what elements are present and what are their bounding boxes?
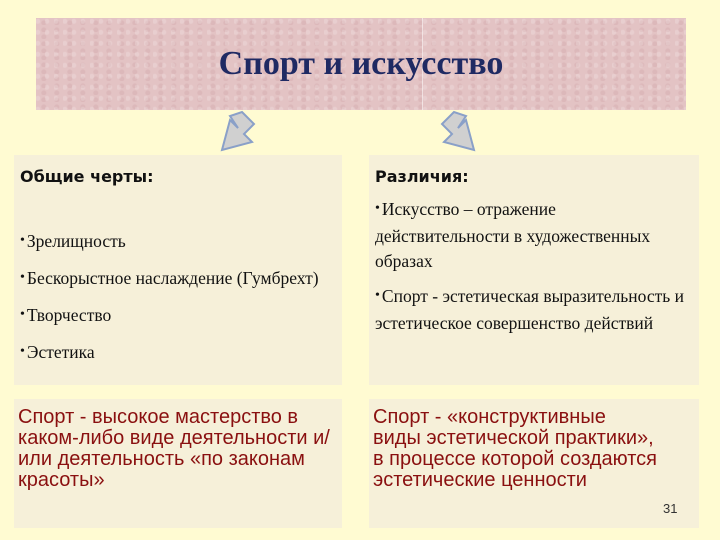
list-item: • Искусство – отражение действительности в художественных образах — [375, 197, 693, 274]
sport-aesthetic-text: Спорт - «конструктивные виды эстетической практики», в процессе которой создаются эстетические ценности — [373, 406, 657, 491]
list-item: • Бескорыстное наслаждение (Гумбрехт) — [20, 266, 330, 293]
list-item: • Эстетика — [20, 340, 330, 367]
common-features-heading: Общие черты: — [20, 167, 154, 186]
sport-definition-panel — [14, 399, 342, 528]
list-item: • Творчество — [20, 303, 330, 330]
differences-panel — [369, 155, 699, 385]
list-item: • Зрелищность — [20, 229, 330, 256]
sport-aesthetic-panel — [369, 399, 699, 528]
sport-definition-text: Спорт - высокое мастерство в каком-либо виде деятельности и/или деятельность «по законам красоты» — [18, 406, 330, 491]
slide-title: Спорт и искусство — [218, 45, 504, 82]
common-features-list — [20, 229, 330, 377]
differences-heading: Различия: — [375, 167, 469, 186]
common-features-panel — [14, 155, 342, 385]
page-number: 31 — [663, 501, 678, 516]
list-item: • Спорт - эстетическая выразительность и эстетическое совершенство действий — [375, 284, 693, 336]
differences-list — [375, 197, 693, 346]
